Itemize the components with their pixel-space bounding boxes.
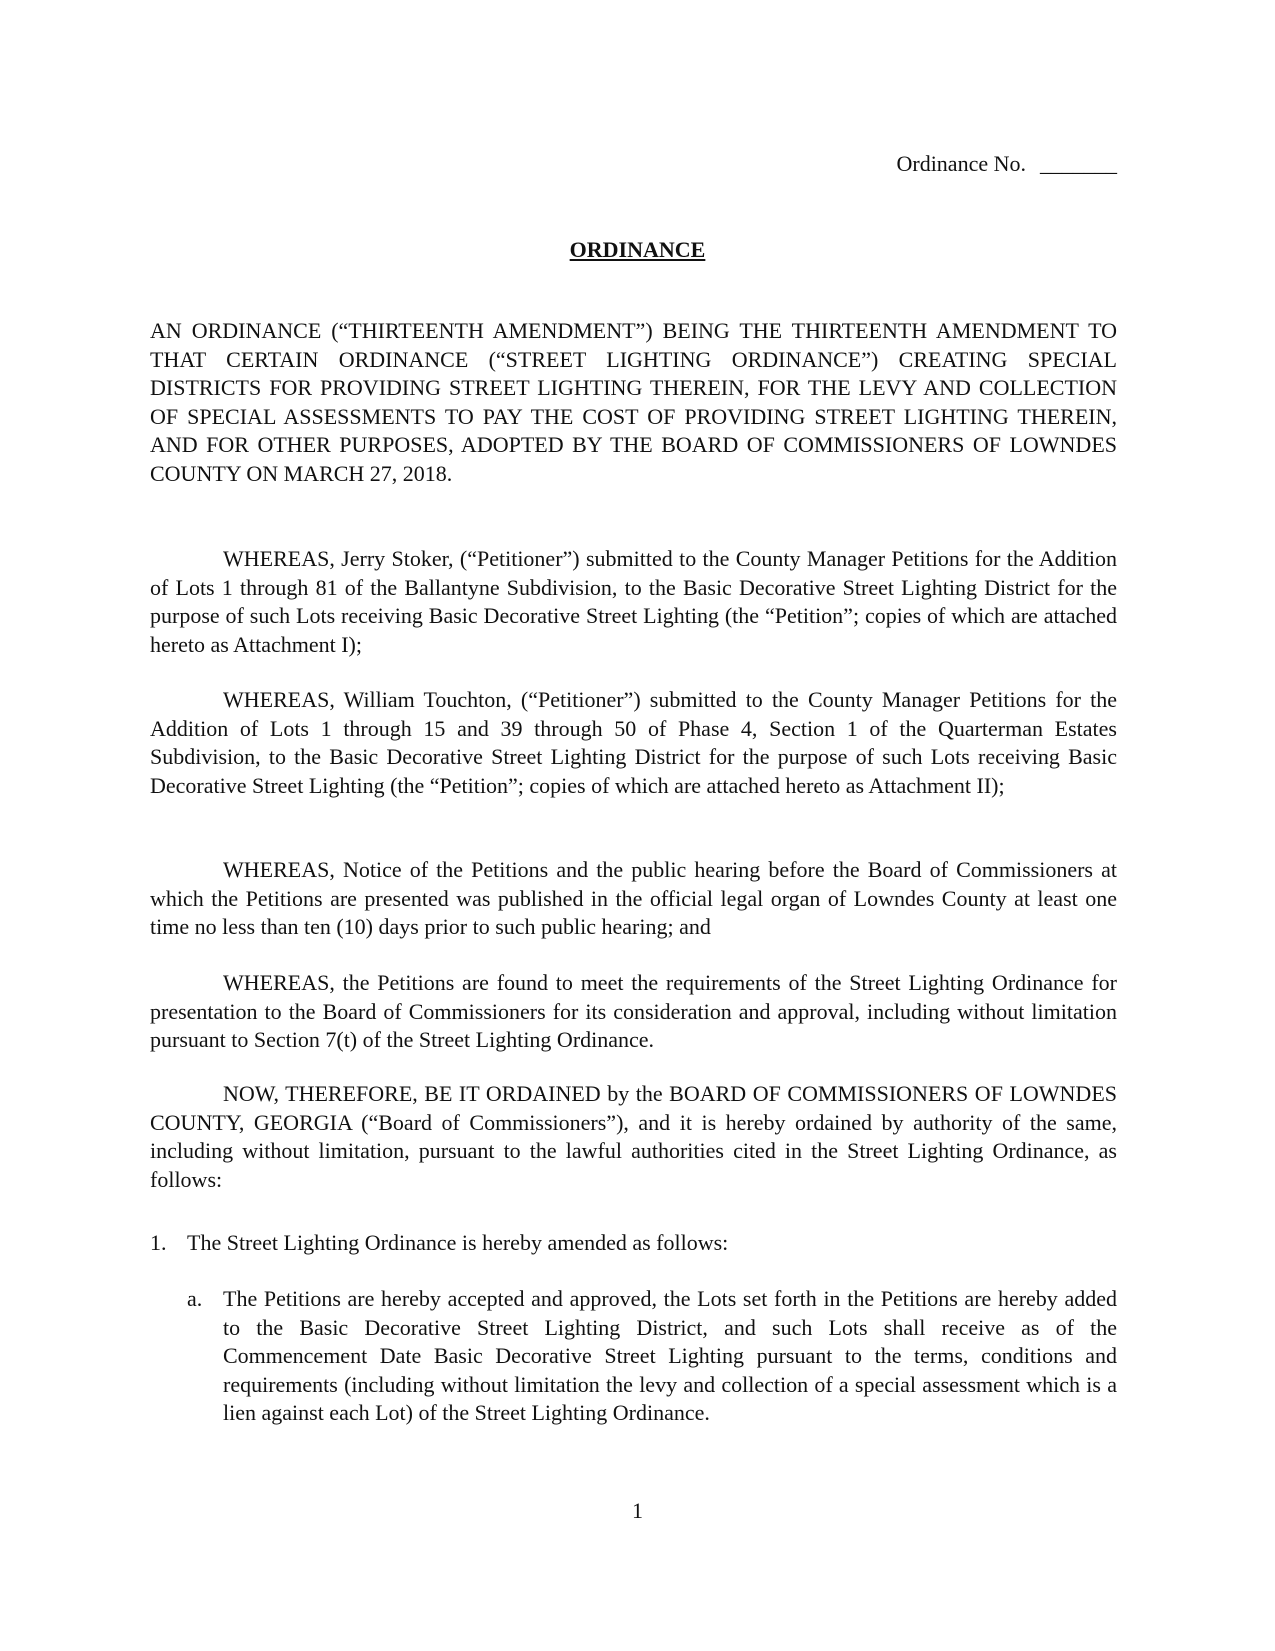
- paragraph-text: WHEREAS, Notice of the Petitions and the public hearing before the Board of Commissioners at which the Petitions are presented was published in the official legal organ of Lowndes County at least one time no less than ten (10) days prior to such public hearing; and: [150, 857, 1117, 939]
- list-item-text: The Street Lighting Ordinance is hereby amended as follows:: [187, 1230, 729, 1255]
- list-subitem-a: [187, 1285, 1117, 1428]
- paragraph-text: NOW, THEREFORE, BE IT ORDAINED by the BOARD OF COMMISSIONERS OF LOWNDES COUNTY, GEORGIA (“Board of Commissioners”), and it is hereby ordained by authority of the same, including without limitation, pursuant to the lawful authorities cited in the Street Lighting Ordinance, as follows:: [150, 1081, 1117, 1192]
- whereas-paragraph-3: [150, 856, 1117, 942]
- ordinance-number-blank: _______: [1040, 151, 1117, 176]
- list-subitem-text: The Petitions are hereby accepted and approved, the Lots set forth in the Petitions are hereby added to the Basic Decorative Street Lighting District, and such Lots shall receive as of the Commencement Date Basic Decorative Street Lighting pursuant to the terms, conditions and requirements (including without limitation the levy and collection of a special assessment which is a lien against each Lot) of the Street Lighting Ordinance.: [223, 1286, 1117, 1425]
- whereas-paragraph-4: [150, 969, 1117, 1055]
- ordinance-caption: [150, 317, 1117, 488]
- ordinance-number-label: Ordinance No.: [896, 151, 1026, 176]
- list-item-number: 1.: [150, 1230, 167, 1255]
- ordinance-number-line: [896, 150, 1117, 178]
- document-title: ORDINANCE: [569, 237, 706, 262]
- now-therefore-paragraph: [150, 1080, 1117, 1194]
- paragraph-text: WHEREAS, Jerry Stoker, (“Petitioner”) submitted to the County Manager Petitions for the Addition of Lots 1 through 81 of the Ballantyne Subdivision, to the Basic Decorative Street Lighting District for the purpose of such Lots receiving Basic Decorative Street Lighting (the “Petition”; copies of which are attached hereto as Attachment I);: [150, 546, 1117, 657]
- paragraph-text: WHEREAS, William Touchton, (“Petitioner”) submitted to the County Manager Petitions for the Addition of Lots 1 through 15 and 39 through 50 of Phase 4, Section 1 of the Quarterman Estates Subdivision, to the Basic Decorative Street Lighting District for the purpose of such Lots receiving Basic Decorative Street Lighting (the “Petition”; copies of which are attached hereto as Attachment II);: [150, 687, 1117, 798]
- whereas-paragraph-2: [150, 686, 1117, 800]
- list-item-1: [150, 1229, 1117, 1258]
- list-subitem-letter: a.: [187, 1286, 203, 1311]
- page-number: 1: [632, 1498, 643, 1523]
- caption-text: AN ORDINANCE (“THIRTEENTH AMENDMENT”) BEING THE THIRTEENTH AMENDMENT TO THAT CERTAIN ORDINANCE (“STREET LIGHTING ORDINANCE”) CREATING SPECIAL DISTRICTS FOR PROVIDING STREET LIGHTING THEREIN, FOR THE LEVY AND COLLECTION OF SPECIAL ASSESSMENTS TO PAY THE COST OF PROVIDING STREET LIGHTING THEREIN, AND FOR OTHER PURPOSES, ADOPTED BY THE BOARD OF COMMISSIONERS OF LOWNDES COUNTY ON MARCH 27, 2018.: [150, 318, 1117, 486]
- whereas-paragraph-1: [150, 545, 1117, 659]
- paragraph-text: WHEREAS, the Petitions are found to meet the requirements of the Street Lighting Ordinance for presentation to the Board of Commissioners for its consideration and approval, including without limitation pursuant to Section 7(t) of the Street Lighting Ordinance.: [150, 970, 1117, 1052]
